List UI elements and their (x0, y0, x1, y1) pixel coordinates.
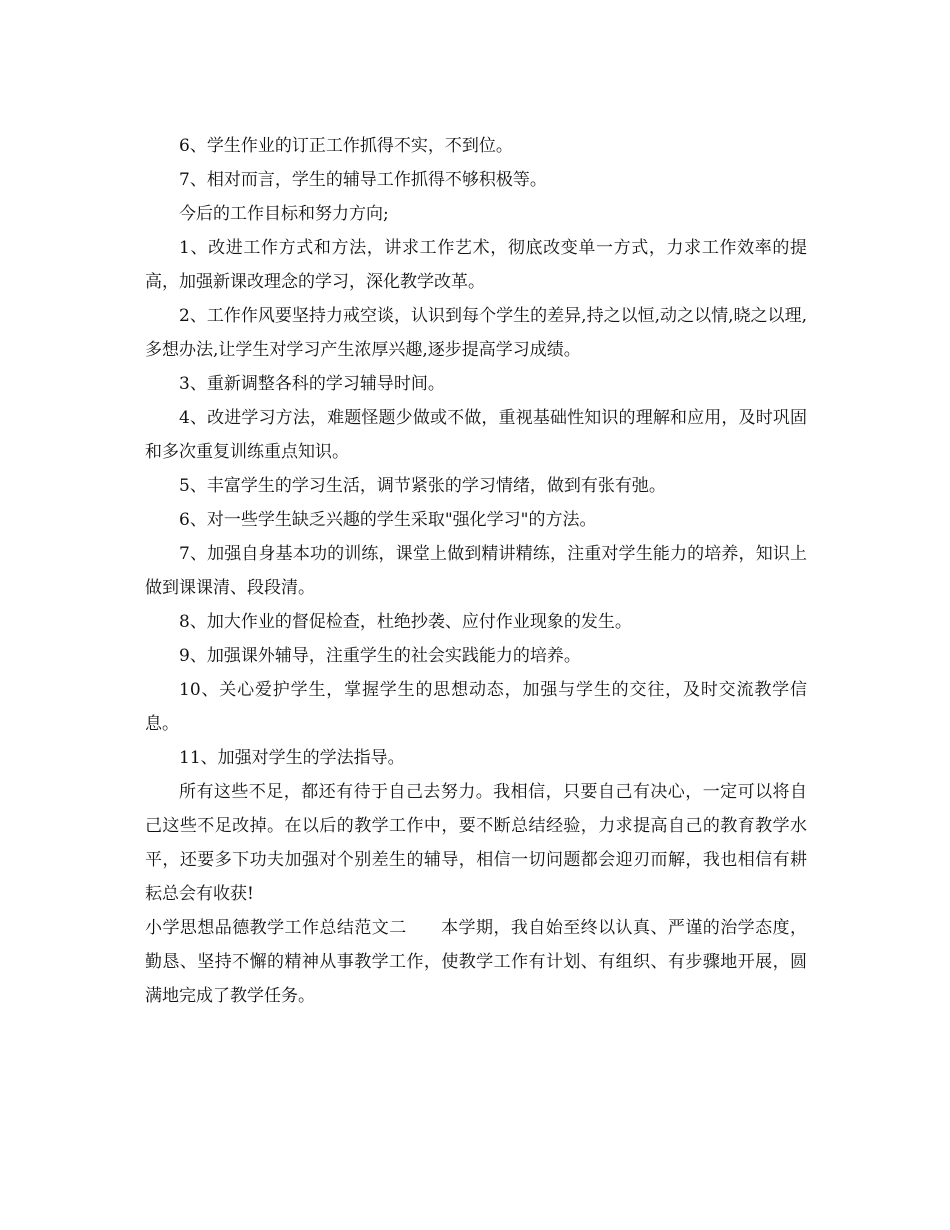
section-body: 本学期，我自始至终以认真、严谨的治学态度，勤恳、坚持不懈的精神从事教学工作，使教学工作有计划、有组织、有步骤地开展，圆满地完成了教学任务。 (145, 918, 808, 1006)
paragraph-item-6-correction: 6、学生作业的订正工作抓得不实，不到位。 (179, 136, 513, 156)
paragraph-goals-heading: 今后的工作目标和努力方向; (179, 204, 389, 224)
paragraph-goal-7: 7、加强自身基本功的训练，课堂上做到精讲精练，注重对学生能力的培养，知识上做到课课清、段段清。 (145, 544, 807, 598)
paragraph-goal-6: 6、对一些学生缺乏兴趣的学生采取"强化学习"的方法。 (179, 510, 597, 530)
paragraph-conclusion: 所有这些不足，都还有待于自己去努力。我相信，只要自己有决心，一定可以将自己这些不足改掉。在以后的教学工作中，要不断总结经验，力求提高自己的教育教学水平，还要多下功夫加强对个别差生的辅导，相信一切问题都会迎刃而解，我也相信有耕耘总会有收获! (145, 782, 807, 904)
paragraph-goal-1: 1、改进工作方式和方法，讲求工作艺术，彻底改变单一方式，力求工作效率的提高，加强新课改理念的学习，深化教学改革。 (145, 238, 807, 292)
paragraph-goal-2: 2、工作作风要坚持力戒空谈，认识到每个学生的差异,持之以恒,动之以情,晓之以理,多想办法,让学生对学习产生浓厚兴趣,逐步提高学习成绩。 (145, 306, 807, 360)
paragraph-goal-10: 10、关心爱护学生，掌握学生的思想动态，加强与学生的交往，及时交流教学信息。 (145, 680, 807, 734)
section-title: 小学思想品德教学工作总结范文二 (145, 918, 407, 938)
paragraph-goal-3: 3、重新调整各科的学习辅导时间。 (179, 374, 445, 394)
section-two-paragraph (145, 911, 807, 1013)
paragraph-goal-4: 4、改进学习方法，难题怪题少做或不做，重视基础性知识的理解和应用，及时巩固和多次重复训练重点知识。 (145, 408, 807, 462)
paragraph-goal-5: 5、丰富学生的学习生活，调节紧张的学习情绪，做到有张有弛。 (179, 476, 666, 496)
paragraph-goal-8: 8、加大作业的督促检查，杜绝抄袭、应付作业现象的发生。 (179, 612, 632, 632)
paragraph-item-7-tutoring: 7、相对而言，学生的辅导工作抓得不够积极等。 (179, 170, 547, 190)
paragraph-goal-11: 11、加强对学生的学法指导。 (179, 748, 405, 768)
paragraph-goal-9: 9、加强课外辅导，注重学生的社会实践能力的培养。 (179, 646, 581, 666)
document-body (145, 129, 807, 1013)
